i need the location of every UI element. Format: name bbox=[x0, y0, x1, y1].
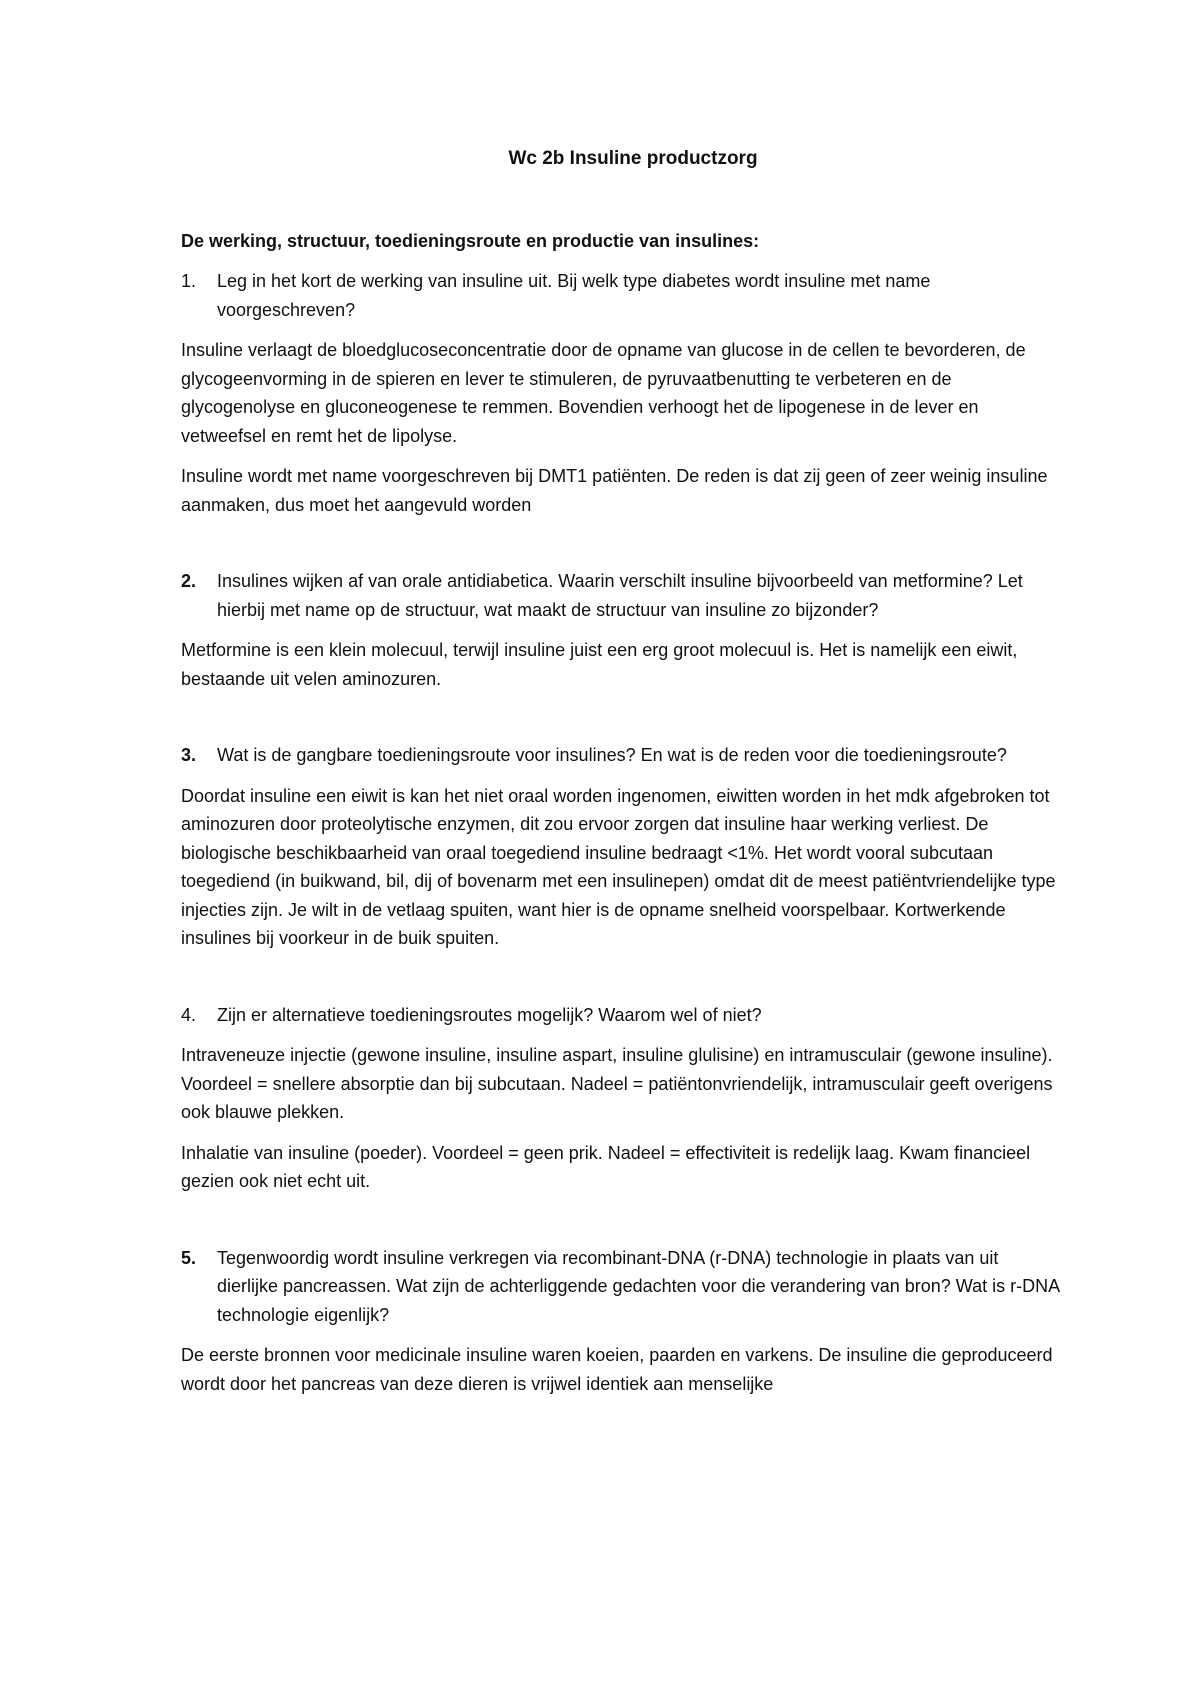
question-number: 5. bbox=[181, 1247, 197, 1268]
question-text: Zijn er alternatieve toedieningsroutes mogelijk? Waarom wel of niet? bbox=[217, 1004, 762, 1025]
question-2 bbox=[181, 567, 1061, 624]
question-3 bbox=[181, 741, 1061, 770]
question-text: Wat is de gangbare toedieningsroute voor insulines? En wat is de reden voor die toedieningsroute? bbox=[217, 745, 1007, 765]
document-content bbox=[181, 145, 1061, 1410]
question-4 bbox=[181, 1001, 1061, 1030]
answer-paragraph: Intraveneuze injectie (gewone insuline, insuline aspart, insuline glulisine) en intramusculair (gewone insuline). Voordeel = snellere absorptie dan bij subcutaan. Nadeel = patiëntonvriendelijk, intramusculair geeft overigens ook blauwe plekken. bbox=[181, 1045, 1053, 1122]
question-number: 4. bbox=[181, 1004, 197, 1025]
question-5 bbox=[181, 1244, 1061, 1330]
answer-paragraph: Insuline wordt met name voorgeschreven bij DMT1 patiënten. De reden is dat zij geen of zeer weinig insuline aanmaken, dus moet het aangevuld worden bbox=[181, 466, 1048, 515]
question-1 bbox=[181, 267, 1061, 324]
answer-paragraph: Doordat insuline een eiwit is kan het niet oraal worden ingenomen, eiwitten worden in het mdk afgebroken tot aminozuren door proteolytische enzymen, dit zou ervoor zorgen dat insuline haar werking verliest. De biologische beschikbaarheid van oraal toegediend insuline bedraagt <1%. Het wordt vooral subcutaan toegediend (in buikwand, bil, dij of bovenarm met een insulinepen) omdat dit de meest patiëntvriendelijke type injecties zijn. Je wilt in de vetlaag spuiten, want hier is de opname snelheid voorspelbaar. Kortwerkende insulines bij voorkeur in de buik spuiten. bbox=[181, 785, 1056, 948]
question-text: Tegenwoordig wordt insuline verkregen via recombinant-DNA (r-DNA) technologie in plaats van uit dierlijke pancreassen. Wat zijn de achterliggende gedachten voor die verandering van bron? Wat is r-DNA technologie eigenlijk? bbox=[217, 1247, 1060, 1325]
answer-paragraph: Metformine is een klein molecuul, terwijl insuline juist een erg groot molecuul is. Het is namelijk een eiwit, bestaande uit velen aminozuren. bbox=[181, 640, 1018, 689]
document-title: Wc 2b Insuline productzorg bbox=[508, 148, 758, 169]
answer-paragraph: Insuline verlaagt de bloedglucoseconcentratie door de opname van glucose in de cellen te bevorderen, de glycogeenvorming in de spieren en lever te stimuleren, de pyruvaatbenutting te verbeteren en de glycogenolyse en gluconeogenese te remmen. Bovendien verhoogt het de lipogenese in de lever en vetweefsel en remt het de lipolyse. bbox=[181, 340, 1026, 446]
question-text: Insulines wijken af van orale antidiabetica. Waarin verschilt insuline bijvoorbeeld van metformine? Let hierbij met name op de structuur, wat maakt de structuur van insuline zo bijzonder? bbox=[217, 571, 1023, 620]
spacer bbox=[181, 1208, 1061, 1244]
spacer bbox=[181, 705, 1061, 741]
spacer bbox=[181, 531, 1061, 567]
spacer bbox=[181, 965, 1061, 1001]
answer-paragraph: De eerste bronnen voor medicinale insuline waren koeien, paarden en varkens. De insuline die geproduceerd wordt door het pancreas van deze dieren is vrijwel identiek aan menselijke bbox=[181, 1345, 1053, 1394]
question-number: 1. bbox=[181, 271, 197, 291]
question-text: Leg in het kort de werking van insuline uit. Bij welk type diabetes wordt insuline met name voorgeschreven? bbox=[217, 271, 931, 320]
section-heading: De werking, structuur, toedieningsroute en productie van insulines: bbox=[181, 230, 760, 251]
question-number: 2. bbox=[181, 571, 197, 591]
answer-paragraph: Inhalatie van insuline (poeder). Voordeel = geen prik. Nadeel = effectiviteit is redelijk laag. Kwam financieel gezien ook niet echt uit. bbox=[181, 1142, 1031, 1191]
question-number: 3. bbox=[181, 745, 197, 765]
